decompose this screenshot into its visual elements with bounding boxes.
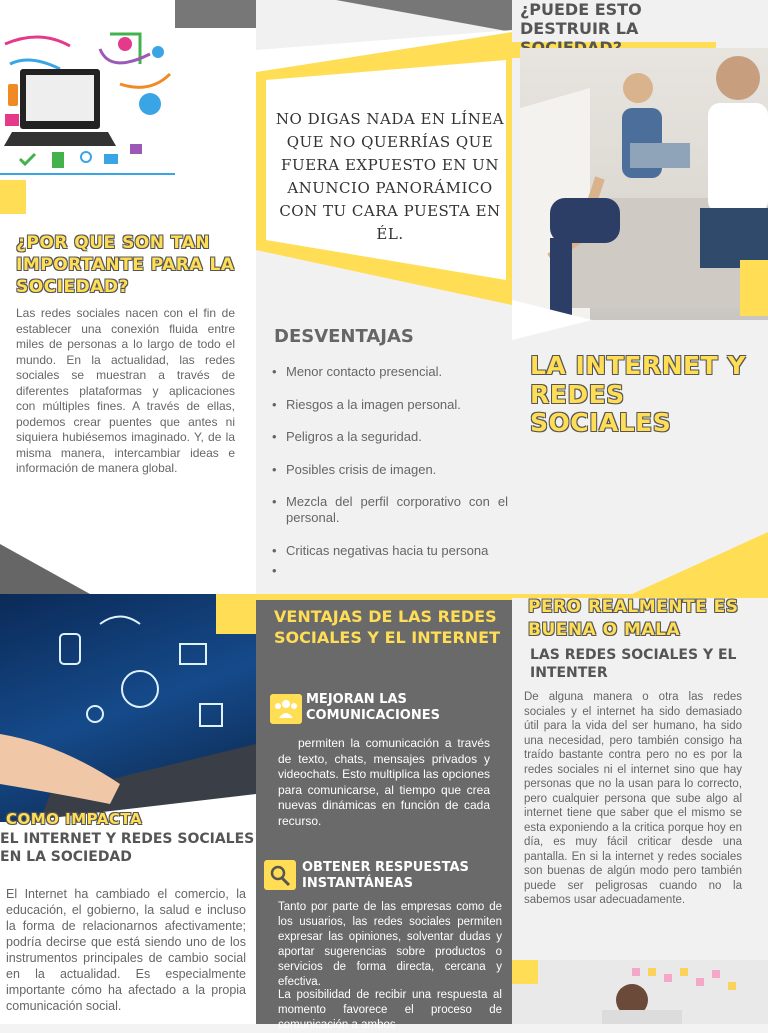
advantage-title: OBTENER RESPUESTAS INSTANTÁNEAS	[302, 860, 469, 891]
advantages-heading: VENTAJAS DE LAS REDES SOCIALES Y EL INTERNET	[274, 607, 501, 647]
advantage-body: Tanto por parte de las empresas como de los usuarios, las redes sociales permiten expresar las opiniones, solventar dudas y aportar sugerencias sobre productos o servicios de forma directa, cercana y efectiva.	[278, 901, 502, 988]
panel-good-or-bad	[512, 594, 768, 1024]
good-bad-subheading: LAS REDES SOCIALES Y EL INTENTER	[530, 647, 737, 681]
brochure-title: LA INTERNET Y REDES SOCIALES	[530, 351, 746, 437]
panel-disadvantages	[256, 0, 512, 594]
decorative-stripe	[512, 960, 538, 984]
search-icon	[264, 860, 296, 890]
decorative-stripe	[256, 594, 512, 600]
list-item: • Criticas negativas hacia tu persona	[272, 543, 508, 559]
decorative-stripe	[0, 180, 26, 214]
office-photo	[512, 960, 768, 1024]
good-bad-body: De alguna manera o otra las redes sociales y el internet ha sido demasiado útil para la vida del ser humano, ha sido una necesidad, pero también consigo ha traído bastante contra pero no es por la redes sociales ni el internet sino que hay personas que no la usan para lo correcto, pero cualquier persona que sube algo al internet tiene que saber que el mismo se esta exponiendo a la critica porque hoy en día, es muy fácil criticar desde una pantalla. En si la internet y redes sociales son buenas de algún modo pero también puede ser peligrosas cuando no la sabemos usar adecuadamente.	[524, 691, 742, 906]
list-item: • Peligros a la seguridad.	[272, 429, 508, 445]
advantage-body: permiten la comunicación a través de texto, chats, mensajes privados y videochats. Esto multiplica las opciones para comunicarse, al tiempo que crea nuevas dinámicas en función de cada recurso.	[278, 736, 490, 828]
section-heading: ¿POR QUE SON TAN IMPORTANTE PARA LA SOCIEDAD?	[16, 233, 235, 297]
panel-advantages	[256, 594, 512, 1031]
list-item: • Riesgos a la imagen personal.	[272, 397, 508, 413]
panel-cover	[512, 0, 768, 594]
advantage-title: MEJORAN LAS COMUNICACIONES	[306, 692, 440, 723]
list-item: • Posibles crisis de imagen.	[272, 462, 508, 478]
people-icon	[270, 694, 302, 724]
section-body: Las redes sociales nacen con el fin de establecer una conexión fluida entre miles de personas a lo largo de todo el mundo. En la actualidad, las redes sociales se muestran a través de diferentes plataformas y aplicaciones con múltiples fines. A través de ellas, podemos crear puentes que antes ni siquiera hubiésemos imaginado. Y, de la misma manera, intercambiar ideas e información de manera global.	[16, 306, 235, 475]
impact-body: El Internet ha cambiado el comercio, la educación, el gobierno, la salud e incluso la forma de relacionarnos afectivamente; podría decirse que está siendo uno de los instrumentos principales de cambio social en la actualidad. Es especialmente importante cómo ha afectado a la propia comunicación social.	[6, 887, 246, 1013]
disadvantages-heading: DESVENTAJAS	[274, 326, 414, 347]
decorative-stripe	[216, 594, 256, 634]
good-bad-heading: PERO REALMENTE ES BUENA O MALA	[528, 597, 739, 640]
corner-shape	[512, 532, 768, 594]
technology-illustration	[0, 24, 175, 179]
panel-why-important	[0, 0, 256, 594]
list-item: • Mezcla del perfil corporativo con el personal.	[272, 494, 508, 526]
decorative-stripe	[175, 0, 256, 28]
question-heading: ¿PUEDE ESTO DESTRUIR LA	[520, 0, 642, 38]
impact-heading: COMO IMPACTA	[6, 810, 143, 828]
family-photo	[520, 48, 768, 320]
list-item: • Menor contacto presencial.	[272, 364, 508, 380]
decorative-stripe	[740, 260, 768, 316]
corner-shape	[0, 544, 256, 594]
panel-impact	[0, 594, 256, 1024]
quote-text: NO DIGAS NADA EN LÍNEA QUE NO QUERRÍAS QUE FUERA EXPUESTO EN UN ANUNCIO PANORÁMICO CON TU CARA PUESTA EN ÉL.	[275, 110, 505, 243]
advantage-body-continued: La posibilidad de recibir una respuesta al momento favorece el proceso de comunicación a ambos	[278, 989, 502, 1031]
disadvantages-list	[272, 364, 508, 575]
impact-subheading: EL INTERNET Y REDES SOCIALES EN LA SOCIEDAD	[0, 831, 255, 865]
